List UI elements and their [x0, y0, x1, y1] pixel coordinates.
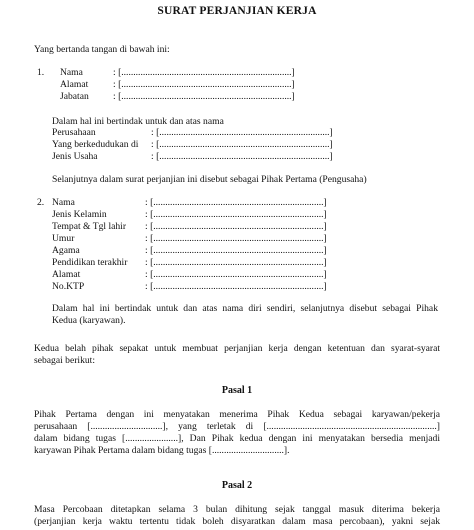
party1-jenis-usaha-field[interactable]: : [.......................................................................] — [151, 151, 333, 162]
party2-jenis-kelamin-field[interactable]: : [.......................................................................] — [145, 209, 327, 220]
party2-ttl-field[interactable]: : [.......................................................................] — [145, 221, 327, 232]
party1-alamat-field[interactable]: : [.......................................................................] — [113, 79, 295, 90]
party2-designation-line1: Dalam hal ini bertindak untuk dan atas nama diri sendiri, selanjutnya disebut sebagai Pihak — [52, 303, 438, 314]
party2-ttl-label: Tempat & Tgl lahir — [52, 221, 127, 232]
party1-kedudukan-field[interactable]: : [.......................................................................] — [151, 139, 333, 150]
party2-designation-line2: Kedua (karyawan). — [52, 315, 126, 326]
party1-nama-label: Nama — [60, 67, 83, 78]
party1-alamat-label: Alamat — [60, 79, 89, 90]
party1-designation: Selanjutnya dalam surat perjanjian ini disebut sebagai Pihak Pertama (Pengusaha) — [52, 174, 367, 185]
party2-ktp-field[interactable]: : [.......................................................................] — [145, 281, 327, 292]
party1-kedudukan-label: Yang berkedudukan di — [52, 139, 139, 150]
party2-ktp-label: No.KTP — [52, 281, 85, 292]
agreement-line1: Kedua belah pihak sepakat untuk membuat perjanjian kerja dengan ketentuan dan syarat-syarat — [34, 343, 440, 354]
pasal2-line2: (perjanjian kerja waktu tertentu tidak boleh disyaratkan dalam masa percobaan), yakni sejak — [34, 516, 440, 527]
intro-text: Yang bertanda tangan di bawah ini: — [34, 44, 170, 55]
party1-nama-field[interactable]: : [.......................................................................] — [113, 67, 295, 78]
party2-jenis-kelamin-label: Jenis Kelamin — [52, 209, 107, 220]
party1-jabatan-label: Jabatan — [60, 91, 89, 102]
party1-jenis-usaha-label: Jenis Usaha — [52, 151, 98, 162]
party2-nama-field[interactable]: : [.......................................................................] — [145, 197, 327, 208]
party2-umur-field[interactable]: : [.......................................................................] — [145, 233, 327, 244]
party1-jabatan-field[interactable]: : [.......................................................................] — [113, 91, 295, 102]
agreement-line2: sebagai berikut: — [34, 355, 96, 366]
party2-pendidikan-label: Pendidikan terakhir — [52, 257, 128, 268]
party2-umur-label: Umur — [52, 233, 75, 244]
party2-alamat-label: Alamat — [52, 269, 81, 280]
pasal2-line1: Masa Percobaan ditetapkan selama 3 bulan dihitung sejak tanggal masuk diterima bekerja — [34, 504, 440, 515]
party2-agama-field[interactable]: : [.......................................................................] — [145, 245, 327, 256]
party2-alamat-field[interactable]: : [.......................................................................] — [145, 269, 327, 280]
pasal1-line4: karyawan Pihak Pertama dalam bidang tugas [..............................]. — [34, 445, 290, 456]
party2-agama-label: Agama — [52, 245, 80, 256]
party2-number: 2. — [37, 197, 45, 208]
pasal1-line3: dalam bidang tugas [......................], Dan Pihak kedua dengan ini menyatakan bersedia menjadi — [34, 433, 440, 444]
pasal1-line1: Pihak Pertama dengan ini menyatakan menerima Pihak Kedua sebagai karyawan/pekerja — [34, 409, 440, 420]
document-title: SURAT PERJANJIAN KERJA — [157, 5, 317, 17]
pasal1-heading: Pasal 1 — [221, 385, 253, 396]
party1-acting-for: Dalam hal ini bertindak untuk dan atas nama — [52, 116, 224, 127]
party2-nama-label: Nama — [52, 197, 75, 208]
party1-number: 1. — [37, 67, 45, 78]
party2-pendidikan-field[interactable]: : [.......................................................................] — [145, 257, 327, 268]
party1-perusahaan-label: Perusahaan — [52, 127, 96, 138]
party1-perusahaan-field[interactable]: : [.......................................................................] — [151, 127, 333, 138]
pasal2-heading: Pasal 2 — [221, 480, 253, 491]
pasal1-line2: perusahaan [..............................], yang terletak di [.......................................................................] — [34, 421, 440, 432]
